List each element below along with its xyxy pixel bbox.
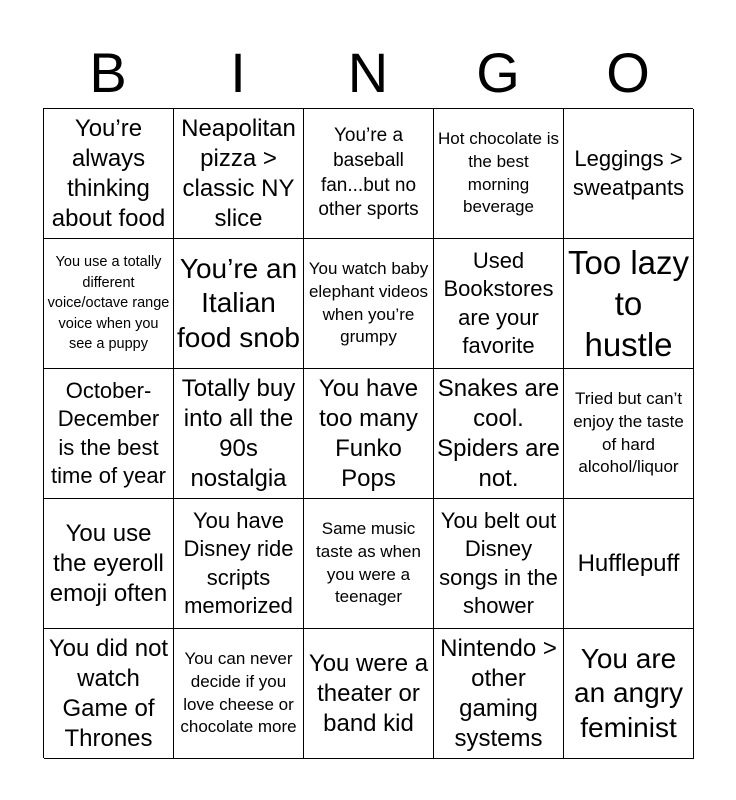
bingo-cell[interactable] xyxy=(564,499,694,629)
cell-text: You watch baby elephant videos when you’re grumpy xyxy=(308,258,429,347)
cell-text: Neapolitan pizza > classic NY slice xyxy=(181,114,296,232)
bingo-cell[interactable] xyxy=(304,369,434,499)
header-letter-g: G xyxy=(476,41,520,104)
cell-text: You use a totally different voice/octave range voice when you see a puppy xyxy=(47,254,170,353)
cell-text: You belt out Disney songs in the shower xyxy=(439,508,558,618)
bingo-cell[interactable] xyxy=(44,369,174,499)
bingo-cell[interactable] xyxy=(434,629,564,759)
bingo-cell[interactable] xyxy=(44,499,174,629)
bingo-cell[interactable] xyxy=(564,239,694,369)
bingo-cell[interactable] xyxy=(434,499,564,629)
cell-text: You’re an Italian food snob xyxy=(177,253,300,353)
cell-text: Nintendo > other gaming systems xyxy=(440,634,557,752)
cell-text: You have too many Funko Pops xyxy=(318,374,419,492)
cell-text: You use the eyeroll emoji often xyxy=(49,519,168,607)
bingo-cell[interactable] xyxy=(434,369,564,499)
bingo-grid xyxy=(43,108,693,758)
bingo-cell[interactable] xyxy=(434,239,564,369)
bingo-cell[interactable] xyxy=(304,629,434,759)
cell-text: You did not watch Game of Thrones xyxy=(48,634,169,752)
bingo-cell[interactable] xyxy=(564,109,694,239)
bingo-cell[interactable] xyxy=(174,499,304,629)
bingo-cell[interactable] xyxy=(44,629,174,759)
bingo-cell[interactable] xyxy=(304,109,434,239)
cell-text: You can never decide if you love cheese or chocolate more xyxy=(180,648,297,737)
bingo-cell[interactable] xyxy=(174,239,304,369)
bingo-cell[interactable] xyxy=(304,239,434,369)
bingo-cell[interactable] xyxy=(44,109,174,239)
cell-text: You’re always thinking about food xyxy=(51,114,166,232)
bingo-cell[interactable] xyxy=(434,109,564,239)
header-letter-o: O xyxy=(606,41,650,104)
cell-text: You were a theater or band kid xyxy=(308,649,429,737)
cell-text: You are an angry feminist xyxy=(574,643,683,743)
bingo-cell[interactable] xyxy=(44,239,174,369)
cell-text: You have Disney ride scripts memorized xyxy=(183,508,294,618)
bingo-cell[interactable] xyxy=(304,499,434,629)
cell-text: Totally buy into all the 90s nostalgia xyxy=(181,374,296,492)
cell-text: October-December is the best time of year xyxy=(51,378,166,488)
bingo-cell[interactable] xyxy=(564,369,694,499)
cell-text: Leggings > sweatpants xyxy=(572,146,685,200)
cell-text: You’re a baseball fan...but no other sports xyxy=(318,125,419,221)
cell-text: Used Bookstores are your favorite xyxy=(443,248,554,358)
cell-text: Snakes are cool. Spiders are not. xyxy=(437,374,560,492)
bingo-header xyxy=(43,38,693,108)
bingo-cell[interactable] xyxy=(564,629,694,759)
header-letter-b: B xyxy=(89,41,127,104)
bingo-cell[interactable] xyxy=(174,109,304,239)
bingo-cell[interactable] xyxy=(174,369,304,499)
header-letter-n: N xyxy=(347,41,389,104)
bingo-cell[interactable] xyxy=(174,629,304,759)
cell-text: Too lazy to hustle xyxy=(567,243,690,364)
cell-text: Same music taste as when you were a teenager xyxy=(316,518,421,607)
header-letter-i: I xyxy=(230,41,246,104)
cell-text: Hufflepuff xyxy=(577,549,680,577)
cell-text: Tried but can’t enjoy the taste of hard alcohol/liquor xyxy=(573,388,684,477)
cell-text: Hot chocolate is the best morning beverage xyxy=(438,128,559,217)
